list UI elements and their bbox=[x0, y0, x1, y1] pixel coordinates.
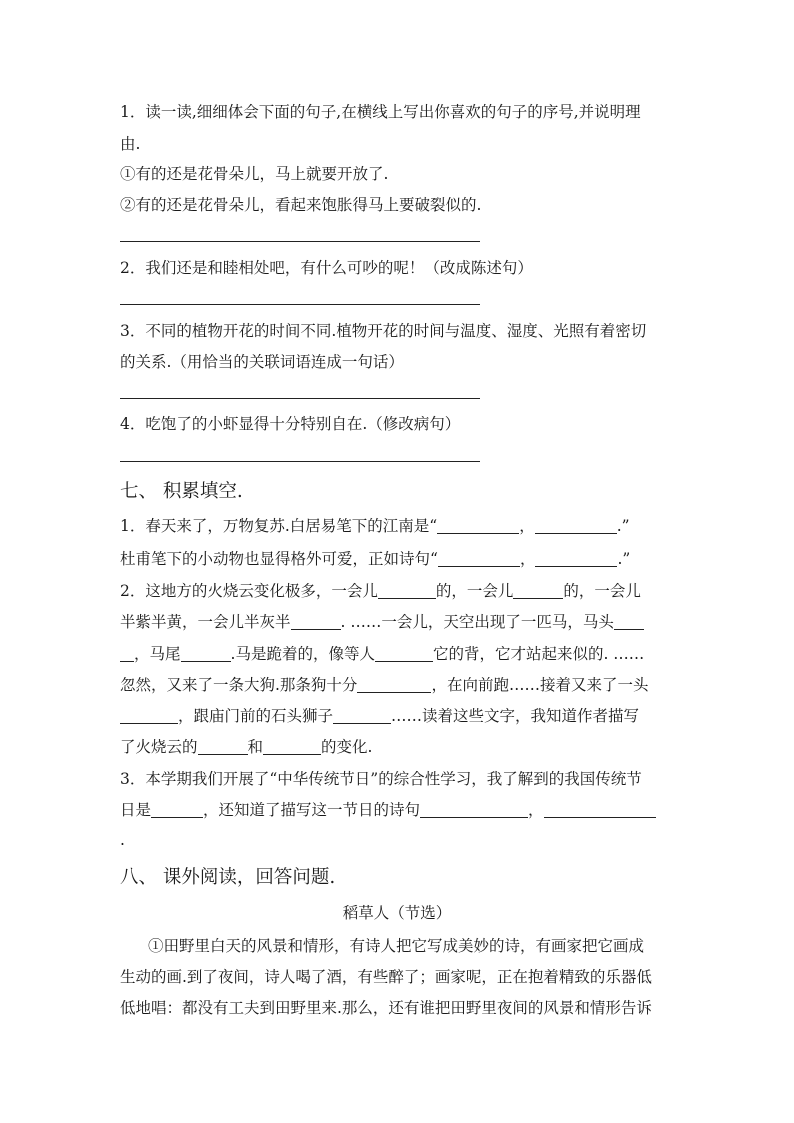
passage-line-2: 生动的画.到了夜间，诗人喝了酒，有些醉了；画家呢，正在抱着精致的乐器低 bbox=[120, 968, 652, 986]
q1-prompt-line1: 1．读一读,细细体会下面的句子,在横线上写出你喜欢的句子的序号,并说明理 bbox=[120, 103, 641, 121]
s7-q2-l5b: ……读着这些文字，我知道作者描写 bbox=[391, 707, 640, 725]
s7-q2-blank-11[interactable] bbox=[263, 739, 321, 755]
s7-q2-blank-6[interactable] bbox=[375, 646, 433, 662]
s7-q3-line3: . bbox=[120, 831, 125, 849]
s7-q2-l1c: 的，一会儿 bbox=[563, 582, 641, 600]
s7-q2-line6 bbox=[120, 737, 680, 757]
s7-q1-blank-2[interactable] bbox=[535, 518, 617, 534]
q1-prompt-line2: 由. bbox=[120, 135, 141, 153]
s7-q3-l2a: 日是 bbox=[120, 801, 152, 819]
s7-q2-line1 bbox=[120, 581, 680, 601]
s7-q2-line2 bbox=[120, 612, 680, 632]
s7-q1-text-a: 1．春天来了，万物复苏.白居易笔下的江南是“ bbox=[120, 517, 438, 535]
q3-answer-line[interactable] bbox=[120, 398, 480, 399]
q4-answer-line[interactable] bbox=[120, 461, 480, 462]
q1-sentence-2: ②有的还是花骨朵儿，看起来饱胀得马上要破裂似的. bbox=[120, 196, 482, 214]
s7-q3-blank-3[interactable] bbox=[544, 802, 656, 818]
s7-q2-l1b: 的，一会儿 bbox=[435, 582, 514, 600]
s7-q2-l3c: 它的背，它才站起来似的. …… bbox=[432, 645, 645, 663]
s7-q2-l6b: 和 bbox=[247, 738, 264, 756]
s7-q3-l2b: ，还知道了描写这一节日的诗句 bbox=[203, 801, 421, 819]
passage-line-1: ①田野里白天的风景和情形，有诗人把它写成美妙的诗，有画家把它画成 bbox=[148, 937, 645, 955]
s7-q2-l5a: ，跟庙门前的石头狮子 bbox=[178, 707, 334, 725]
s7-q2-blank-10[interactable] bbox=[198, 739, 248, 755]
s7-q1-text-b: 杜甫笔下的小动物也显得格外可爱，正如诗句“ bbox=[120, 550, 438, 568]
s7-q2-line4 bbox=[120, 675, 680, 695]
section7-heading: 七、 积累填空. bbox=[120, 481, 243, 502]
q1-sentence-1: ①有的还是花骨朵儿，马上就要开放了. bbox=[120, 165, 389, 183]
s7-q1-line1 bbox=[120, 516, 680, 536]
s7-q1-end-1: .” bbox=[616, 517, 630, 535]
s7-q1-comma-2: ， bbox=[519, 550, 536, 568]
s7-q3-line1: 3．本学期我们开展了“中华传统节日”的综合性学习，我了解到的我国传统节 bbox=[120, 770, 642, 788]
s7-q3-blank-1[interactable] bbox=[151, 802, 203, 818]
s7-q3-l2c: ， bbox=[528, 801, 544, 819]
s7-q1-comma-1: ， bbox=[519, 517, 535, 535]
q2-answer-line[interactable] bbox=[120, 304, 480, 305]
s7-q2-l2b: . ……一会儿，天空出现了一匹马，马头 bbox=[340, 613, 614, 631]
s7-q2-blank-8[interactable] bbox=[120, 708, 178, 724]
s7-q2-line5 bbox=[120, 706, 680, 726]
s7-q1-line2 bbox=[120, 549, 680, 569]
passage-title: 稻草人（节选） bbox=[342, 904, 452, 922]
s7-q2-line3 bbox=[120, 644, 680, 664]
s7-q2-l2a: 半紫半黄，一会儿半灰半 bbox=[120, 613, 291, 631]
s7-q2-blank-1[interactable] bbox=[378, 583, 436, 599]
section8-heading: 八、 课外阅读，回答问题. bbox=[120, 867, 336, 888]
s7-q2-l4b: ，在向前跑……接着又来了一头 bbox=[431, 676, 649, 694]
s7-q2-blank-4-cont[interactable] bbox=[120, 646, 134, 662]
s7-q1-blank-3[interactable] bbox=[438, 551, 520, 567]
s7-q2-blank-9[interactable] bbox=[333, 708, 391, 724]
s7-q2-l4a: 忽然，又来了一条大狗.那条狗十分 bbox=[120, 676, 358, 694]
s7-q2-blank-5[interactable] bbox=[181, 646, 231, 662]
passage-line-3: 低地唱：都没有工夫到田野里来.那么，还有谁把田野里夜间的风景和情形告诉 bbox=[120, 999, 652, 1017]
s7-q3-blank-2[interactable] bbox=[420, 802, 528, 818]
s7-q2-l3a: ，马尾 bbox=[134, 645, 181, 663]
s7-q2-l6c: 的变化. bbox=[321, 738, 373, 756]
s7-q2-l3b: .马是跪着的，像等人 bbox=[230, 645, 375, 663]
s7-q2-blank-7[interactable] bbox=[357, 677, 431, 693]
s7-q2-l1a: 2．这地方的火烧云变化极多，一会儿 bbox=[120, 582, 378, 600]
q4-prompt: 4．吃饱了的小虾显得十分特别自在.（修改病句） bbox=[120, 415, 461, 433]
s7-q1-blank-4[interactable] bbox=[535, 551, 617, 567]
s7-q2-blank-4[interactable] bbox=[614, 614, 644, 630]
s7-q2-blank-3[interactable] bbox=[291, 614, 341, 630]
s7-q3-line2 bbox=[120, 800, 680, 820]
s7-q1-end-2: .” bbox=[617, 550, 631, 568]
s7-q2-l6a: 了火烧云的 bbox=[120, 738, 198, 756]
s7-q2-blank-2[interactable] bbox=[513, 583, 563, 599]
s7-q1-blank-1[interactable] bbox=[437, 518, 519, 534]
q1-answer-line[interactable] bbox=[120, 241, 480, 242]
q2-prompt: 2．我们还是和睦相处吧，有什么可吵的呢！（改成陈述句） bbox=[120, 259, 533, 277]
q3-prompt-line2: 的关系.（用恰当的关联词语连成一句话） bbox=[120, 353, 404, 371]
q3-prompt-line1: 3．不同的植物开花的时间不同.植物开花的时间与温度、湿度、光照有着密切 bbox=[120, 322, 647, 340]
